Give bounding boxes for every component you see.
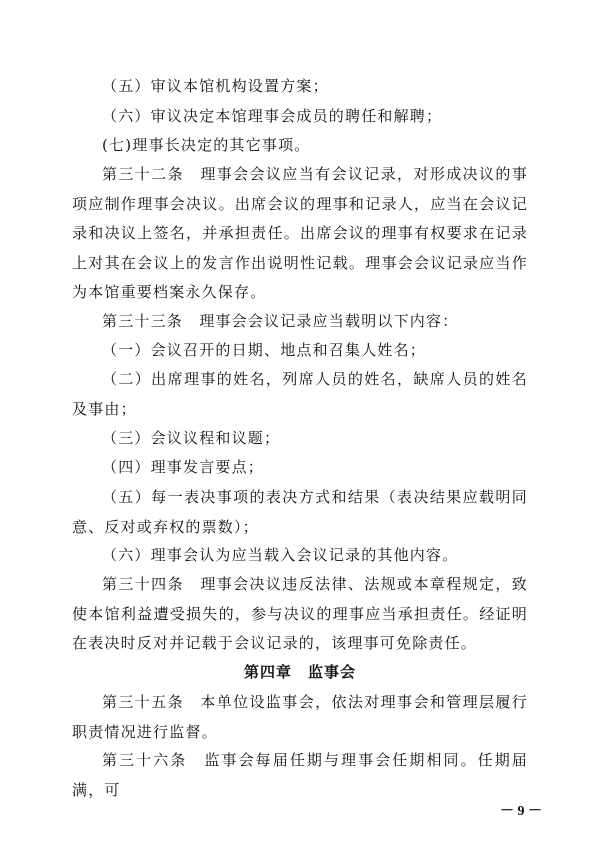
record-item-1: （一）会议召开的日期、地点和召集人姓名； bbox=[102, 341, 427, 359]
item-review-appointments: （六）审议决定本馆理事会成员的聘任和解聘； bbox=[102, 107, 443, 125]
page-number: － 9 － bbox=[500, 804, 542, 819]
record-item-6: （六）理事会认为应当载入会议记录的其他内容。 bbox=[102, 546, 459, 564]
item-other-matters: (七)理事长决定的其它事项。 bbox=[102, 136, 311, 154]
chapter-heading: 第四章 监事会 bbox=[243, 663, 356, 681]
article-36: 第三十六条 监事会每届任期与理事会任期相同。任期届满，可 bbox=[72, 751, 528, 799]
record-item-2: （二）出席理事的姓名，列席人员的姓名，缺席人员的姓名及事由； bbox=[72, 370, 528, 418]
article-32: 第三十二条 理事会会议应当有会议记录，对形成决议的事项应制作理事会决议。出席会议的理事和记录人，应当在会议记录和决议上签名，并承担责任。出席会议的理事有权要求在记录上对其在会议上的发言作出说明性记载。理事会会议记录应当作为本馆重要档案永久保存。 bbox=[72, 165, 528, 301]
article-35: 第三十五条 本单位设监事会，依法对理事会和管理层履行职责情况进行监督。 bbox=[72, 693, 528, 741]
record-item-3: （三）会议议程和议题； bbox=[102, 429, 281, 447]
record-item-5: （五）每一表决事项的表决方式和结果（表决结果应载明同意、反对或弃权的票数）； bbox=[72, 488, 528, 536]
record-item-4: （四）理事发言要点； bbox=[102, 458, 265, 476]
article-33: 第三十三条 理事会会议记录应当载明以下内容： bbox=[102, 312, 459, 330]
article-34: 第三十四条 理事会决议违反法律、法规或本章程规定，致使本馆利益遭受损失的，参与决议的理事应当承担责任。经证明在表决时反对并记载于会议记录的，该理事可免除责任。 bbox=[72, 575, 528, 652]
item-review-structure: （五）审议本馆机构设置方案； bbox=[102, 77, 329, 95]
